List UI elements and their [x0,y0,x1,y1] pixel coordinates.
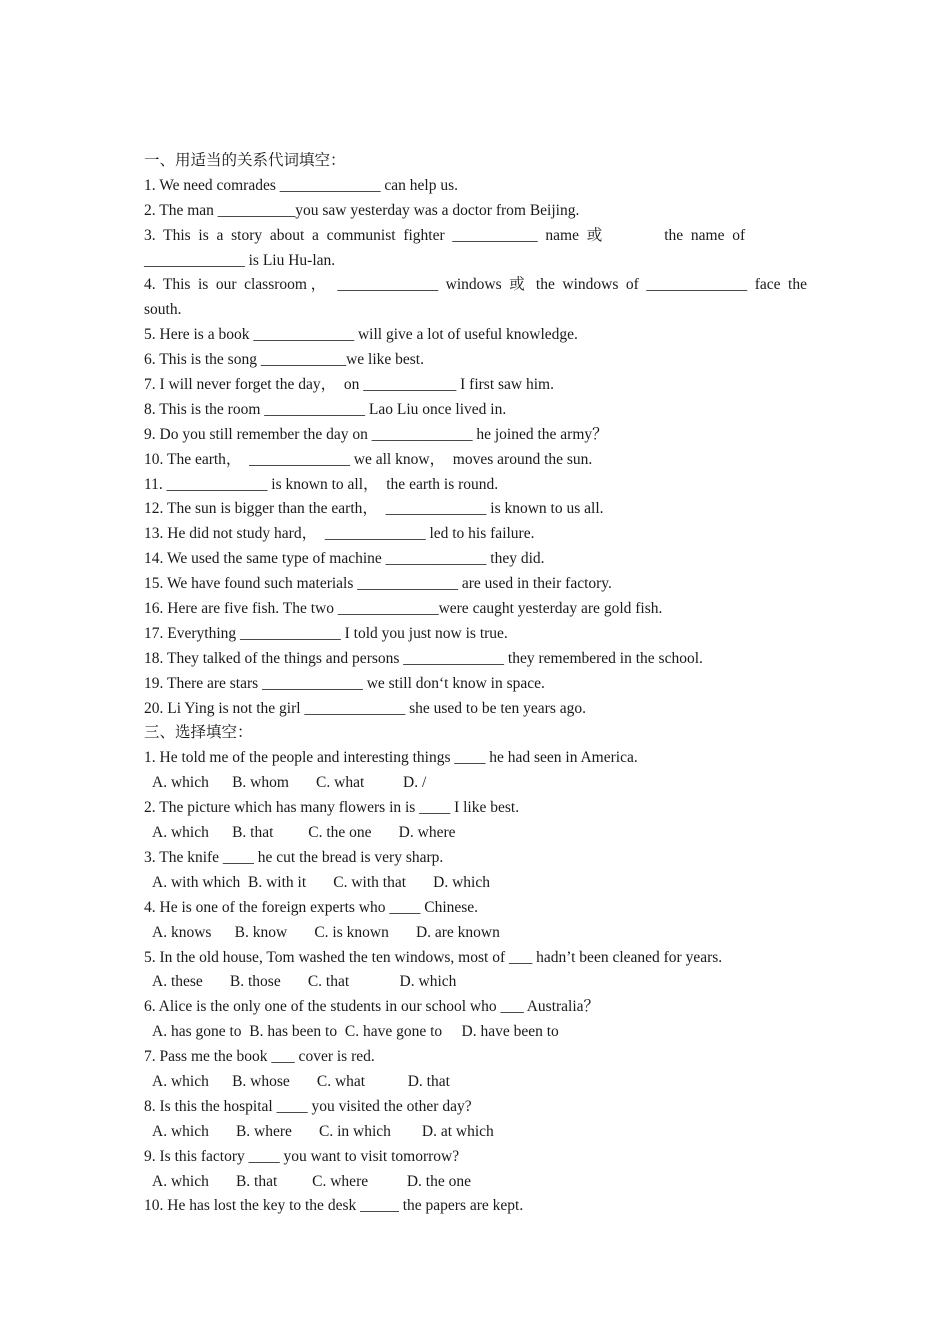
choice-question: 7. Pass me the book ___ cover is red. [144,1048,375,1066]
fill-blank-item: 6. This is the song ___________we like best. [144,351,424,369]
fill-blank-item: 13. He did not study hard， _____________ led to his failure. [144,525,535,543]
choice-question: 3. The knife ____ he cut the bread is very sharp. [144,848,444,866]
section-heading-1: 一、用适当的关系代词填空： [144,152,346,169]
choice-question: 2. The picture which has many flowers in is ____ I like best. [144,799,520,817]
fill-blank-item: 10. The earth， _____________ we all know， moves around the sun. [144,450,593,468]
choice-options: A. knows B. know C. is known D. are known [152,923,500,941]
choice-question: 9. Is this factory ____ you want to visit tomorrow? [144,1147,460,1165]
choice-options: A. which B. where C. in which D. at which [152,1122,494,1140]
choice-options: A. has gone to B. has been to C. have gone to D. have been to [152,1023,559,1041]
worksheet-content [144,149,807,1219]
fill-blank-item: 7. I will never forget the day， on ____________ I first saw him. [144,376,554,394]
fill-blank-item: _____________ is Liu Hu-lan. [144,251,336,269]
choice-question: 5. In the old house, Tom washed the ten windows, most of ___ hadn’t been cleaned for years. [144,948,723,966]
fill-blank-item: 4. This is our classroom， _____________ windows 或 the windows of _____________ face the [144,276,807,294]
fill-blank-item: 1. We need comrades _____________ can help us. [144,176,458,194]
choice-question: 1. He told me of the people and interesting things ____ he had seen in America. [144,749,638,767]
fill-blank-item: 17. Everything _____________ I told you just now is true. [144,624,508,642]
fill-blank-item: 2. The man __________you saw yesterday was a doctor from Beijing. [144,201,580,219]
fill-blank-item: 20. Li Ying is not the girl _____________ she used to be ten years ago. [144,699,586,717]
fill-blank-item: 15. We have found such materials _____________ are used in their factory. [144,575,612,593]
fill-blank-item: 18. They talked of the things and persons _____________ they remembered in the school. [144,649,703,667]
choice-options: A. which B. whose C. what D. that [152,1072,450,1090]
fill-blank-item: 11. _____________ is known to all， the earth is round. [144,475,499,493]
choice-options: A. which B. that C. where D. the one [152,1172,471,1190]
choice-options: A. with which B. with it C. with that D. which [152,873,490,891]
fill-blank-item: 5. Here is a book _____________ will give a lot of useful knowledge. [144,326,578,344]
choice-question: 8. Is this the hospital ____ you visited the other day? [144,1097,472,1115]
fill-blank-item: south. [144,301,182,319]
fill-blank-item: 3. This is a story about a communist fighter ___________ name 或 the name of [144,226,746,244]
section-heading-3: 三、选择填空： [144,724,253,742]
choice-options: A. which B. that C. the one D. where [152,824,456,842]
choice-question: 10. He has lost the key to the desk _____ the papers are kept. [144,1197,524,1215]
fill-blank-item: 9. Do you still remember the day on _____________ he joined the army？ [144,425,608,443]
fill-blank-item: 16. Here are five fish. The two _____________were caught yesterday are gold fish. [144,600,663,618]
fill-blank-item: 19. There are stars _____________ we still don‘t know in space. [144,674,545,692]
fill-blank-item: 12. The sun is bigger than the earth， _____________ is known to us all. [144,500,604,518]
choice-options: A. these B. those C. that D. which [152,973,457,991]
choice-question: 4. He is one of the foreign experts who ____ Chinese. [144,898,479,916]
choice-options: A. which B. whom C. what D. / [152,774,427,792]
choice-question: 6. Alice is the only one of the students in our school who ___ Australia？ [144,998,600,1016]
fill-blank-item: 8. This is the room _____________ Lao Liu once lived in. [144,400,507,418]
fill-blank-item: 14. We used the same type of machine _____________ they did. [144,550,545,568]
